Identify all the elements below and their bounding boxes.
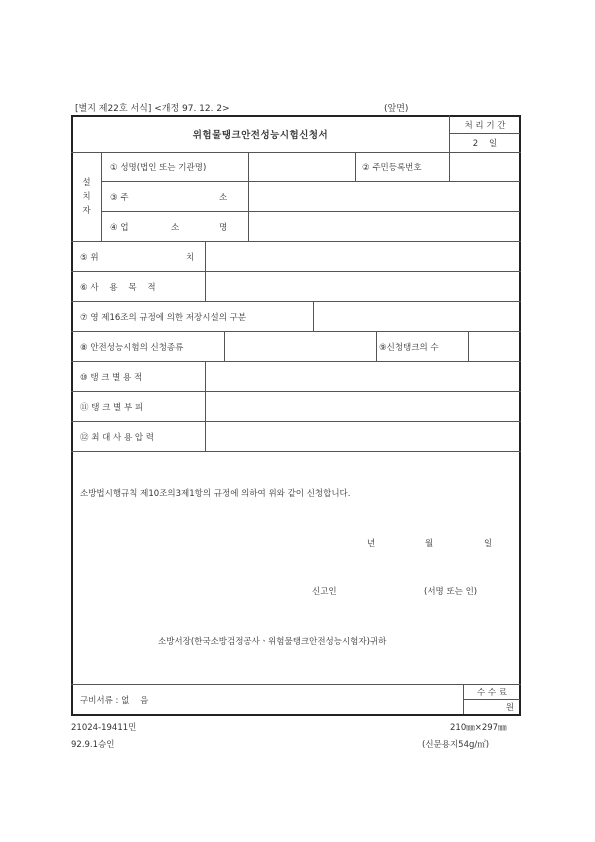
fee-label: 수 수 료 <box>476 688 508 698</box>
business-name-label-end: 명 <box>219 222 228 233</box>
address-label: ③ 주 <box>110 192 129 203</box>
tank-capacity-input[interactable] <box>206 362 520 391</box>
applicant-sign-label: 신고인 <box>312 587 337 597</box>
tank-parts-input[interactable] <box>206 392 520 421</box>
date-month-label: 월 <box>425 539 434 549</box>
date-day-label: 일 <box>484 539 493 549</box>
purpose-input[interactable] <box>206 272 520 301</box>
declaration-text: 소방법시행규칙 제10조의3제1항의 규정에 의하여 위와 같이 신청합니다. <box>80 489 351 499</box>
signature-note: (서명 또는 인) <box>424 587 478 597</box>
tank-count-input[interactable] <box>469 332 520 361</box>
storage-class-label: ⑦ 영 제16조의 규정에 의한 저장시설의 구분 <box>80 312 247 323</box>
test-type-input[interactable] <box>225 332 376 361</box>
page-side-label: (앞면) <box>384 104 409 114</box>
resident-number-label: ② 주민등록번호 <box>362 163 422 173</box>
applicant-label: 설치자 <box>82 178 91 216</box>
business-name-label-mid: 소 <box>171 222 180 233</box>
resident-number-input[interactable] <box>450 153 520 181</box>
address-label-end: 소 <box>219 192 228 203</box>
paper-type: (신문용지54g/㎡) <box>422 740 490 750</box>
name-label: ① 성명(법인 또는 기관명) <box>110 163 207 173</box>
location-label: ⑤ 위 <box>80 252 99 263</box>
max-pressure-label: ⑫ 최 대 사 용 압 력 <box>80 432 154 443</box>
storage-class-input[interactable] <box>314 302 520 331</box>
business-name-label: ④ 업 <box>110 222 129 233</box>
name-input[interactable] <box>249 153 355 181</box>
date-year-label: 년 <box>367 539 376 549</box>
processing-period-label: 처 리 기 간 <box>464 120 506 131</box>
paper-size: 210㎜×297㎜ <box>450 723 507 733</box>
processing-period-value: 2 일 <box>472 139 498 149</box>
business-name-input[interactable] <box>249 212 520 241</box>
form-code: 21024-19411민 <box>71 723 137 733</box>
tank-parts-label: ⑪ 탱 크 별 부 피 <box>80 402 144 413</box>
form-number: [별지 제22호 서식] <개정 97. 12. 2> <box>75 104 230 114</box>
approval-date: 92.9.1승인 <box>71 740 115 750</box>
addressee: 소방서장(한국소방검정공사ㆍ위험물탱크안전성능시험자)귀하 <box>158 637 387 647</box>
attachments-label: 구비서류 : 없 음 <box>80 695 149 706</box>
tank-count-label: ⑨신청탱크의 수 <box>379 342 439 353</box>
location-label-end: 치 <box>186 252 195 263</box>
address-input[interactable] <box>249 182 520 211</box>
purpose-label: ⑥ 사 용 목 적 <box>80 282 156 293</box>
fee-unit: 원 <box>505 703 514 713</box>
location-input[interactable] <box>206 242 520 271</box>
test-type-label: ⑧ 안전성능시험의 신청종류 <box>80 342 184 353</box>
form-title: 위험물탱크안전성능시험신청서 <box>192 130 329 141</box>
tank-capacity-label: ⑩ 탱 크 별 용 적 <box>80 372 143 383</box>
max-pressure-input[interactable] <box>206 422 520 451</box>
